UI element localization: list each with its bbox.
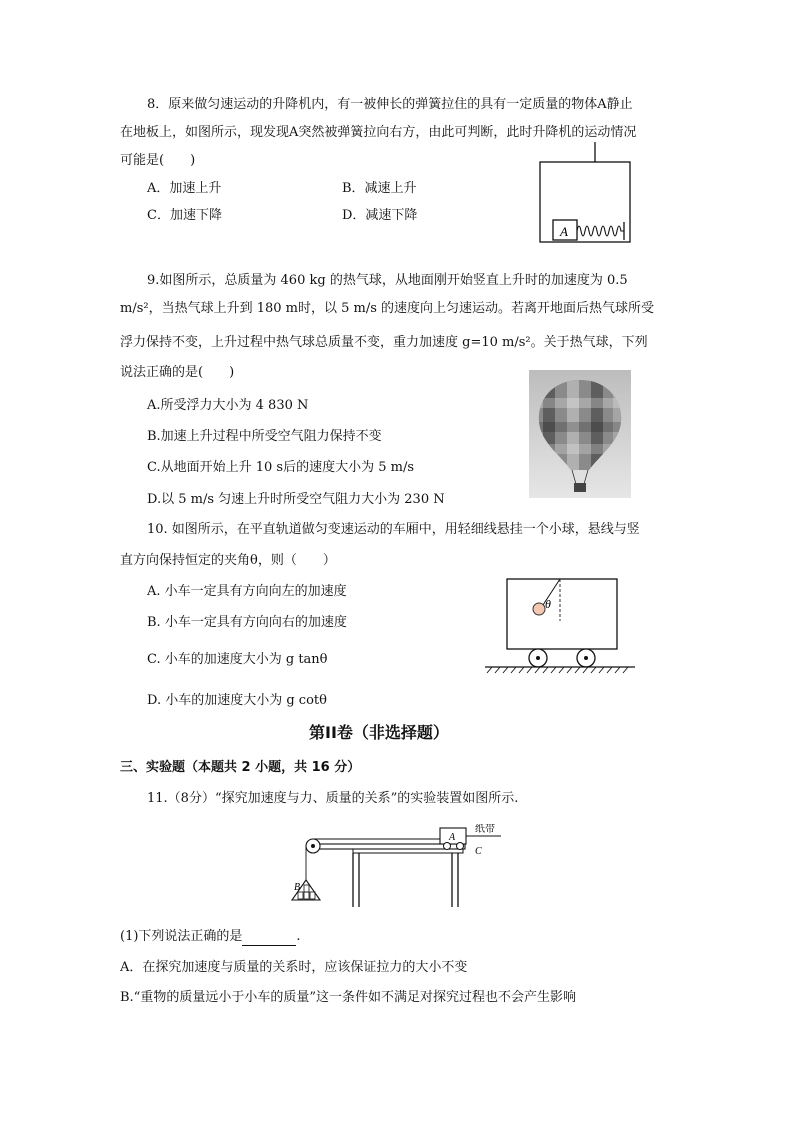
spring [577, 226, 624, 236]
q10-line-2: 直方向保持恒定的夹角θ，则（ ） [120, 553, 336, 568]
q8-option-d: D．减速下降 [342, 208, 418, 223]
answer-blank[interactable] [242, 932, 296, 946]
section-heading: 三、实验题（本题共 2 小题，共 16 分） [120, 760, 361, 775]
q9-line-4: 说法正确的是( ) [120, 365, 235, 380]
q8-line-2: 在地板上，如图所示，现发现A突然被弹簧拉向右方，由此可判断，此时升降机的运动情况 [120, 125, 637, 140]
q10-line-1: 10. 如图所示，在平直轨道做匀变速运动的车厢中，用轻细线悬挂一个小球，悬线与竖 [147, 522, 640, 537]
section-title: 第II卷（非选择题） [309, 723, 449, 742]
q11-line-1: 11.（8分）“探究加速度与力、质量的关系”的实验装置如图所示. [147, 791, 519, 806]
q10-option-c: C. 小车的加速度大小为 g tanθ [147, 652, 328, 667]
q9-line-2: m/s²，当热气球上升到 180 m时，以 5 m/s 的速度向上匀速运动。若离开地面后热气球所受 [120, 301, 655, 316]
paper-tape-label: 纸带 [475, 824, 495, 835]
elevator-figure [535, 140, 635, 244]
q9-option-b: B.加速上升过程中所受空气阻力保持不变 [147, 429, 382, 444]
experiment-apparatus-figure [283, 824, 508, 910]
q8-option-a: A．加速上升 [147, 181, 222, 196]
q10-option-a: A. 小车一定具有方向向左的加速度 [147, 584, 347, 599]
q8-option-c: C．加速下降 [147, 208, 222, 223]
q10-option-b: B. 小车一定具有方向向右的加速度 [147, 615, 347, 630]
q9-option-a: A.所受浮力大小为 4 830 N [147, 398, 309, 413]
q11-option-a: A．在探究加速度与质量的关系时，应该保证拉力的大小不变 [120, 960, 468, 975]
pendulum-ball [533, 603, 545, 615]
train-car-pendulum-figure [483, 576, 638, 676]
q11-sub-1 [120, 928, 301, 946]
balloon-basket [574, 483, 586, 492]
q8-line-1: 8．原来做匀速运动的升降机内，有一被伸长的弹簧拉住的具有一定质量的物体A静止 [147, 97, 633, 112]
board-c-label: C [475, 846, 482, 857]
q10-option-d: D. 小车的加速度大小为 g cotθ [147, 693, 327, 708]
q11-sub-1-end: . [296, 929, 301, 944]
block-a-label: A [560, 224, 568, 239]
q8-option-b: B．减速上升 [342, 181, 417, 196]
weight-b-label: B [294, 882, 301, 893]
q11-option-b: B.“重物的质量远小于小车的质量”这一条件如不满足对探究过程也不会产生影响 [120, 990, 576, 1005]
q9-option-c: C.从地面开始上升 10 s后的速度大小为 5 m/s [147, 460, 415, 475]
theta-label: θ [545, 597, 551, 611]
q11-sub-1-text: (1)下列说法正确的是 [120, 929, 243, 944]
q9-line-3: 浮力保持不变，上升过程中热气球总质量不变，重力加速度 g=10 m/s²。关于热气球，下列 [120, 335, 648, 350]
q9-option-d: D.以 5 m/s 匀速上升时所受空气阻力大小为 230 N [147, 492, 445, 507]
cart-a-label: A [449, 832, 456, 843]
hot-air-balloon-photo [529, 370, 631, 498]
q9-line-1: 9.如图所示，总质量为 460 kg 的热气球，从地面刚开始竖直上升时的加速度为 0.5 [147, 273, 628, 288]
q8-line-3: 可能是( ) [120, 153, 196, 168]
